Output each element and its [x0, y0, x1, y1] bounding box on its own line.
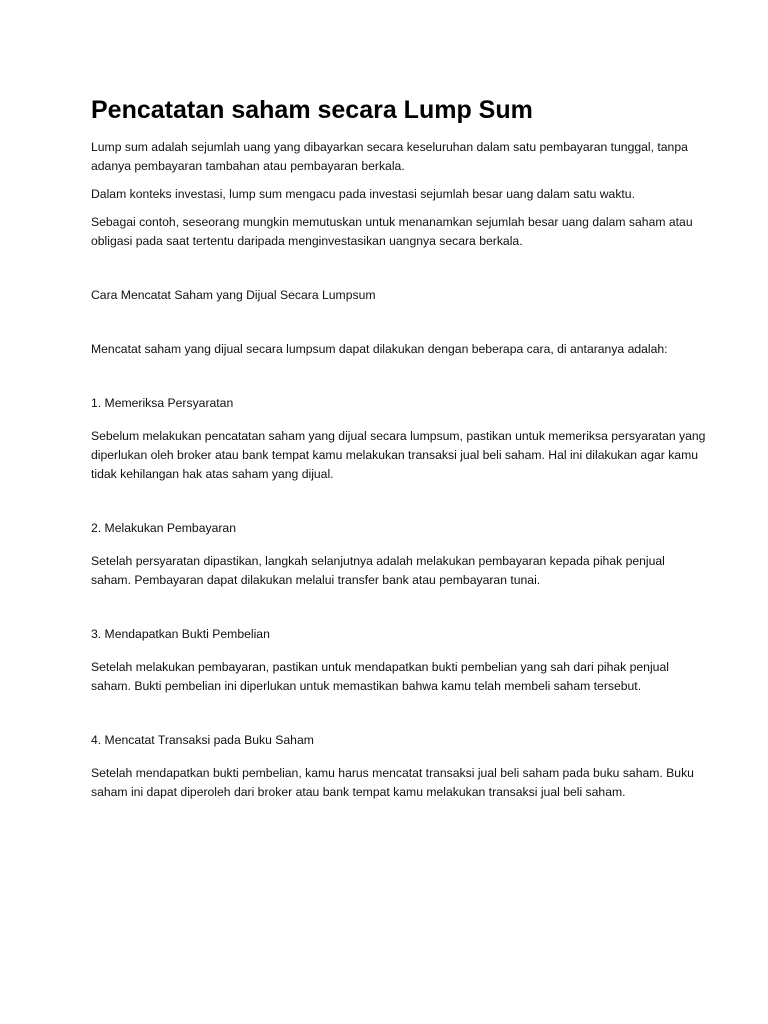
document-title: Pencatatan saham secara Lump Sum: [91, 96, 533, 124]
step-4-body: Setelah mendapatkan bukti pembelian, kamu harus mencatat transaksi jual beli saham pada buku saham. Buku saham ini dapat diperoleh dari broker atau bank tempat kamu melakukan transaksi jual beli saham.: [91, 766, 694, 799]
intro-paragraph-1: Lump sum adalah sejumlah uang yang dibayarkan secara keseluruhan dalam satu pembayaran tunggal, tanpa adanya pembayaran tambahan atau pembayaran berkala.: [91, 140, 688, 173]
step-3-body: Setelah melakukan pembayaran, pastikan untuk mendapatkan bukti pembelian yang sah dari pihak penjual saham. Bukti pembelian ini diperlukan untuk memastikan bahwa kamu telah membeli saham tersebut.: [91, 660, 669, 693]
section-intro: Mencatat saham yang dijual secara lumpsum dapat dilakukan dengan beberapa cara, di antaranya adalah:: [91, 342, 668, 356]
step-1-body: Sebelum melakukan pencatatan saham yang dijual secara lumpsum, pastikan untuk memeriksa persyaratan yang diperlukan oleh broker atau bank tempat kamu melakukan transaksi jual beli saham. Hal ini dilakukan agar kamu tidak kehilangan hak atas saham yang dijual.: [91, 429, 706, 481]
intro-paragraph-3: Sebagai contoh, seseorang mungkin memutuskan untuk menanamkan sejumlah besar uang dalam saham atau obligasi pada saat tertentu daripada menginvestasikan uangnya secara berkala.: [91, 215, 693, 248]
step-2-body: Setelah persyaratan dipastikan, langkah selanjutnya adalah melakukan pembayaran kepada pihak penjual saham. Pembayaran dapat dilakukan melalui transfer bank atau pembayaran tunai.: [91, 554, 665, 587]
intro-paragraph-2: Dalam konteks investasi, lump sum mengacu pada investasi sejumlah besar uang dalam satu waktu.: [91, 187, 635, 201]
step-1-heading: 1. Memeriksa Persyaratan: [91, 396, 234, 410]
step-4-heading: 4. Mencatat Transaksi pada Buku Saham: [91, 733, 314, 747]
section-heading: Cara Mencatat Saham yang Dijual Secara Lumpsum: [91, 288, 376, 302]
step-3-heading: 3. Mendapatkan Bukti Pembelian: [91, 627, 270, 641]
step-2-heading: 2. Melakukan Pembayaran: [91, 521, 236, 535]
